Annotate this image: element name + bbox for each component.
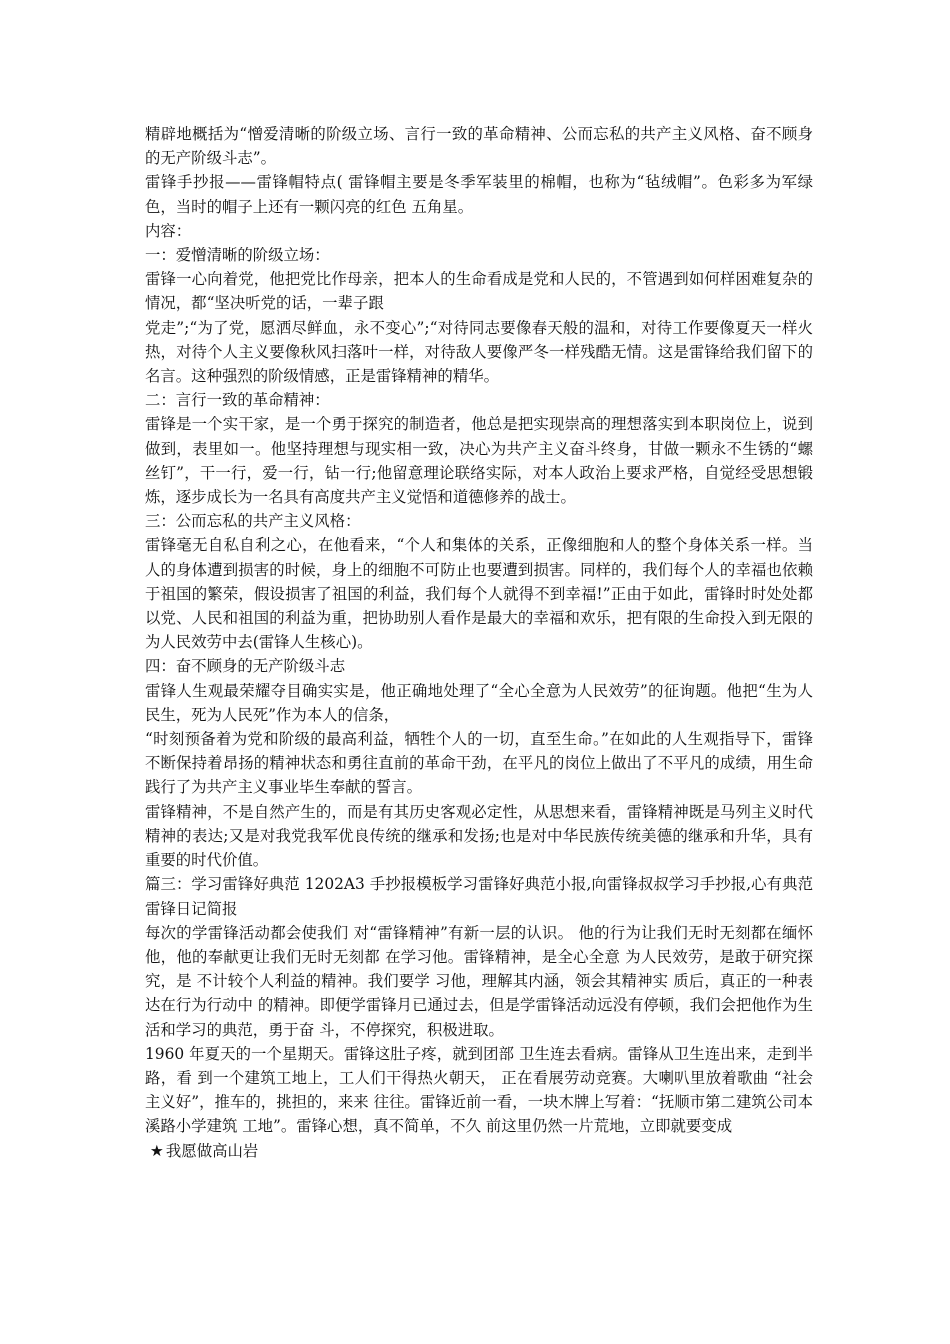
document-body <box>145 122 813 1163</box>
heading-four: 四：奋不顾身的无产阶级斗志 <box>145 657 346 676</box>
paragraph-four-a: 雷锋人生观最荣耀夺目确实实是，他正确地处理了“全心全意为人民效劳”的征询题。他把“生为人民生，死为人民死”作为本人的信条， <box>145 681 813 724</box>
paragraph-one-a: 雷锋一心向着党，他把党比作母亲，把本人的生命看成是党和人民的，不管遇到如何样困难复杂的情况，都“坚决听党的话，一辈子跟 <box>145 270 813 313</box>
paragraph-four-b: “时刻预备着为党和阶级的最高利益，牺牲个人的一切，直至生命。”在如此的人生观指导下，雷锋不断保持着昂扬的精神状态和勇往直前的革命干劲，在平凡的岗位上做出了不平凡的成绩，用生命践行了为共产主义事业毕生奉献的誓言。 <box>145 730 813 797</box>
heading-one: 一：爱憎清晰的阶级立场： <box>145 246 330 265</box>
paragraph-one-b: 党走”;“为了党，愿洒尽鲜血，永不变心”;“对待同志要像春天般的温和，对待工作要像夏天一样火热，对待个人主义要像秋风扫落叶一样，对待敌人要像严冬一样残酷无情。这是雷锋给我们留下的名言。这种强烈的阶级情感，正是雷锋精神的精华。 <box>145 318 813 386</box>
heading-part-three: 篇三：学习雷锋好典范 1202A3 手抄报模板学习雷锋好典范小报,向雷锋叔叔学习手抄报,心有典范雷锋日记简报 <box>145 875 813 918</box>
paragraph-spirit: 雷锋精神，不是自然产生的，而是有其历史客观必定性，从思想来看，雷锋精神既是马列主义时代精神的表达;又是对我党我军优良传统的继承和发扬;也是对中华民族传统美德的继承和升华，具有重要的时代价值。 <box>145 802 813 870</box>
paragraph-story: 1960 年夏天的一个星期天。雷锋这肚子疼，就到团部 卫生连去看病。雷锋从卫生连出来，走到半路，看 到一个建筑工地上，工人们干得热火朝天， 正在看展劳动竞赛。大喇叭里放着歌曲 “社会主义好”，推车的，挑担的，来来 往往。雷锋近前一看，一块木牌上写着：“抚顺市第二建筑公司本溪路小学建筑 工地”。雷锋心想，真不简单，不久 前这里仍然一片荒地，立即就要变成 <box>145 1044 813 1136</box>
heading-two: 二：言行一致的革命精神： <box>145 391 330 410</box>
paragraph-hat: 雷锋手抄报——雷锋帽特点( 雷锋帽主要是冬季军装里的棉帽，也称为“毡绒帽”。色彩多为军绿色，当时的帽子上还有一颗闪亮的红色 五角星。 <box>145 173 813 216</box>
paragraph-summary: 精辟地概括为“憎爱清晰的阶级立场、言行一致的革命精神、公而忘私的共产主义风格、奋不顾身的无产阶级斗志”。 <box>145 125 813 168</box>
paragraph-activity: 每次的学雷锋活动都会使我们 对“雷锋精神”有新一层的认识。 他的行为让我们无时无刻都在缅怀 他，他的奉献更让我们无时无刻都 在学习他。雷锋精神，是全心全意 为人民效劳，是敢于研究探究，是 不计较个人利益的精神。我们要学 习他，理解其内涵，领会其精神实 质后，真正的一种表达在行为行动中 的精神。即便学雷锋月已通过去，但是学雷锋活动远没有停顿，我们会把他作为生活和学习的典范，勇于奋 斗，不停探究，积极进取。 <box>145 923 813 1039</box>
paragraph-two: 雷锋是一个实干家，是一个勇于探究的制造者，他总是把实现崇高的理想落实到本职岗位上，说到做到，表里如一。他坚持理想与现实相一致，决心为共产主义奋斗终身，甘做一颗永不生锈的“螺丝钉”，干一行，爱一行，钻一行;他留意理论联络实际，对本人政治上要求严格，自觉经受思想锻炼，逐步成长为一名具有高度共产主义觉悟和道德修养的战士。 <box>145 415 813 507</box>
heading-three: 三：公而忘私的共产主义风格： <box>145 512 361 531</box>
last-heading-line <box>145 1139 813 1163</box>
star-icon: ★ <box>149 1141 164 1160</box>
paragraph-three: 雷锋毫无自私自利之心，在他看来，“个人和集体的关系，正像细胞和人的整个身体关系一样。当人的身体遭到损害的时候，身上的细胞不可防止也要遭到损害。同样的，我们每个人的幸福也依赖于祖国的繁荣，假设损害了祖国的利益，我们每个人就得不到幸福!”正由于如此，雷锋时时处处都以党、人民和祖国的利益为重，把协助别人看作是最大的幸福和欢乐，把有限的生命投入到无限的为人民效劳中去(雷锋人生核心)。 <box>145 536 813 652</box>
last-heading-text: 我愿做高山岩 <box>165 1141 259 1160</box>
paragraph-contents-label: 内容： <box>145 221 192 240</box>
